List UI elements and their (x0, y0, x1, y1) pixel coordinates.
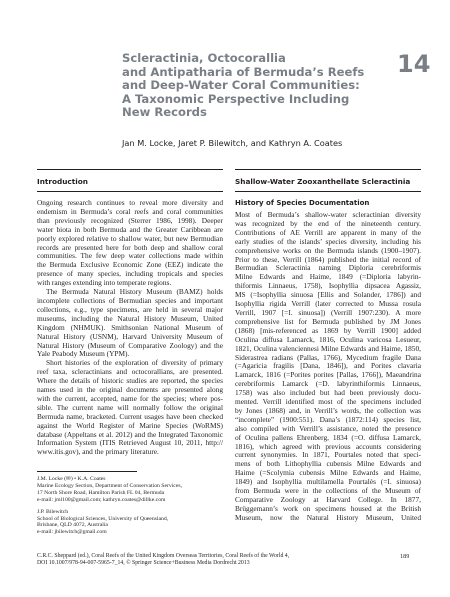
text-line: Natural History (Museum of Comparative Zoology) and the (37, 340, 223, 350)
text-line: than previously recognized (Sterrer 1986, 1998). Deeper (37, 215, 223, 225)
text-line: Yale Peabody Museum (YPM). (37, 349, 130, 359)
text-line: mented. Verrill identified most of the specimens included (235, 397, 421, 407)
text-line: Short histories of the exploration of diversity of primary (46, 358, 223, 368)
text-line: Brüggemann’s work on specimens housed at the British (235, 503, 421, 513)
text-line: Bermudian Scleractinia naming Diploria cerebriformis (235, 263, 421, 273)
text-line: “incomplete” (1900:551). Dana’s (1872:114) species list, (235, 414, 421, 424)
text-line: cerebriformis Lamarck (=D. labyrinthiformis Linnaeus, (235, 379, 421, 389)
title-line: A Taxonomic Perspective Including (122, 91, 350, 106)
introduction-heading: Introduction (37, 177, 88, 186)
text-line: Comparative Zoology at Harvard College. In 1877, (235, 495, 421, 504)
footnote-line: J.P. Bilewitch (37, 508, 69, 515)
text-line: Siderastrea radians (Pallas, 1766), Mycedium fragile Dana (235, 352, 421, 362)
header-rule-right (235, 169, 421, 170)
text-line: Natural History (USNM), Harvard University Museum of (37, 331, 223, 341)
text-line: Isophyllia rigida Verrill (later corrected to Mussa rosula (235, 299, 421, 309)
text-line: (1868) [mis-referenced as 1869 by Verrill 1900] added (235, 325, 421, 335)
text-line: endemism in Bermuda’s coral reefs and coral communities (37, 206, 223, 216)
text-line: with the current, accepted, name for the species; where pos- (37, 393, 223, 403)
text-line: Verrill, 1907 [=I. sinuosa]) (Verrill 1907:230). A more (235, 307, 421, 317)
text-line: The Bermuda Natural History Museum (BAMZ) holds (46, 287, 223, 297)
title-line: and Antipatharia of Bermuda’s Reefs (122, 64, 365, 79)
text-line: MS (=Isophyllia sinuosa [Ellis and Solander, 1786]) and (235, 290, 421, 300)
intro-heading-rule (37, 191, 223, 192)
text-line: collections, e.g., type specimens, are held in several major (37, 304, 223, 314)
left-column-body (37, 199, 223, 457)
title-line: New Records (122, 105, 207, 120)
footnote-line: e-mail: jbilewitch@gmail.com (37, 529, 107, 536)
text-line: communities. The few deep water collections made within (37, 251, 223, 261)
text-line: Ongoing research continues to reveal more diversity and (37, 198, 223, 207)
footnote-line: 17 North Shore Road, Hamilton Parish FL 04, Bermuda (37, 489, 165, 496)
text-line: comprehensive works on the Bermuda islands (1900–1907). (235, 245, 421, 255)
text-line: from Bermuda were in the collections of the Museum of (235, 486, 421, 496)
text-line: also compiled with Verrill’s assistance, noted the presence (235, 423, 421, 433)
text-line: 1849) and Isophyllia multilamella Pourtalès (=I. sinuosa) (235, 477, 421, 487)
section-heading: Shallow-Water Zooxanthellate Scleractinia (235, 177, 411, 186)
chapter-title (122, 52, 392, 120)
text-line: the Bermuda Exclusive Economic Zone (EEZ) indicate the (37, 260, 223, 270)
text-line: Oculina diffusa Lamarck, 1816, Oculina varicosa Lesueur, (235, 334, 421, 344)
text-line: museums, including the Natural History Museum, United (37, 313, 223, 323)
text-line: incomplete collections of Bermudian species and important (37, 295, 223, 305)
footnote-line: e-mail: jml100@gmail.com; kathryn.coates@dillke.com (37, 496, 166, 503)
header-rule-left (37, 169, 223, 170)
text-line: Prior to these, Verrill (1864) published the initial record of (235, 254, 421, 264)
text-line: Contributions of AE Verrill are apparent in many of the (235, 227, 421, 237)
text-line: Kingdom (NHMUK). Smithsonian National Museum of (37, 322, 223, 332)
author-list: Jan M. Locke, Jaret P. Bilewitch, and Kathryn A. Coates (122, 138, 343, 148)
subsection-heading: History of Species Documentation (235, 199, 370, 207)
citation-line: C.R.C. Sheppard (ed.), Coral Reefs of the United Kingdom Overseas Territories, Coral Reefs of the World 4, (37, 553, 290, 559)
text-line: reef taxa, scleractinians and octocorallians, are presented. (37, 367, 223, 377)
text-line: Bermuda name, bracketed. Current usages have been checked (37, 411, 223, 421)
text-line: against the World Register of Marine Species (WoRMS) (37, 420, 223, 430)
footnote-rule (37, 471, 137, 472)
text-line: Information System (ITIS Retrieved August 10, 2011, http:// (37, 438, 223, 448)
text-line: sible. The current name will normally follow the original (37, 402, 223, 412)
text-line: thiformis Linnaeus, 1758), Isophyllia dipsacea Agassiz, (235, 281, 421, 291)
text-line: Where the details of historic studies are reported, the species (37, 376, 223, 386)
text-line: names used in the original documents are presented along (37, 385, 223, 395)
citation-footer (37, 553, 421, 567)
text-line: Haime (=Scolymia cubensis Milne Edwards and Haime, (235, 468, 421, 478)
text-line: early studies of the islands’ species diversity, including his (235, 236, 421, 246)
text-line: www.itis.gov), and the primary literature. (37, 447, 159, 457)
text-line: water biota in both Bermuda and the Greater Caribbean are (37, 224, 223, 234)
chapter-number: 14 (397, 50, 431, 78)
footnote-line: J.M. Locke (✉) • K.A. Coates (37, 476, 106, 482)
text-line: comprehensive list for Bermuda published by JM Jones (235, 316, 421, 326)
footnote-line: School of Biological Sciences, University of Queensland, (37, 515, 169, 522)
text-line: (=Agaricia fragilis [Dana, 1846]), and Porites clavaria (235, 361, 421, 371)
text-line: was recognized by the end of the nineteenth century. (235, 218, 421, 228)
text-line: current synonymies. In 1871, Pourtales noted that speci- (235, 450, 421, 460)
text-line: Most of Bermuda’s shallow-water scleractinian diversity (235, 210, 421, 219)
text-line: Museum, now the Natural History Museum, United (235, 512, 421, 522)
text-line: by Jones (1868) and, in Verrill’s words, the collection was (235, 405, 421, 415)
section-heading-rule (235, 191, 421, 192)
text-line: 1758) was also included but had been previously docu- (235, 388, 421, 398)
footnote-line: Marine Ecology Section, Department of Conservation Services, (37, 482, 182, 489)
text-line: 1821, Oculina valenciennesi Milne Edwards and Haime, 1850, (235, 343, 421, 353)
author-affiliations (37, 476, 227, 536)
right-column-body (235, 211, 421, 523)
text-line: 1816), which agreed with previous accounts considering (235, 441, 421, 451)
text-line: with ranges extending into temperate regions. (37, 278, 172, 288)
title-line: Scleractinia, Octocorallia (122, 51, 286, 65)
citation-line: DOI 10.1007/978-94-007-5965-7_14, © Springer Science+Business Media Dordrecht 2013 (37, 560, 250, 566)
page-number: 189 (400, 553, 410, 560)
title-line: and Deep-Water Coral Communities: (122, 78, 360, 93)
footnote-line: Brisbane, QLD 4072, Australia (37, 522, 108, 529)
text-line: Milne Edwards and Haime, 1849 (=Diploria labyrin- (235, 272, 421, 282)
text-line: presence of many species, including tropicals and species (37, 269, 223, 279)
text-line: Lamarck, 1816 (=Porites porites [Pallas, 1766]), Maeandrina (235, 370, 421, 380)
text-line: mens of both Lithophyllia cubensis Milne Edwards and (235, 459, 421, 469)
text-line: records are presented here for both deep and shallow coral (37, 242, 223, 252)
text-line: of Oculina pallens Ehrenberg, 1834 (=O. diffusa Lamarck, (235, 432, 421, 442)
text-line: database (Appeltans et al. 2012) and the Integrated Taxonomic (37, 429, 223, 439)
text-line: poorly explored relative to shallow water, but new Bermudian (37, 233, 223, 243)
